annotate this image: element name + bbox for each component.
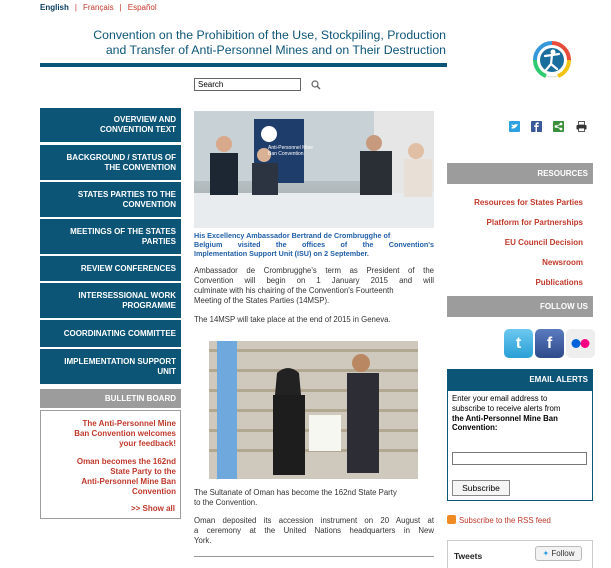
lang-espanol[interactable]: Español (127, 3, 157, 12)
nav-label: IMPLEMENTATION SUPPORT (64, 356, 176, 366)
photo-sign-text: Anti-Personnel Mine Ban Convention (268, 145, 314, 157)
lang-english[interactable]: English (40, 3, 69, 12)
news-caption-meeting (194, 231, 434, 258)
lang-francais[interactable]: Français (82, 3, 114, 12)
oman-ceremony-image (209, 341, 418, 479)
nav-label: OVERVIEW AND (113, 115, 176, 124)
nav-label: INTERSESSIONAL WORK (78, 290, 176, 300)
nav-overview[interactable] (40, 108, 181, 142)
resource-link-publications[interactable]: Publications (535, 278, 583, 287)
resource-link-newsroom[interactable]: Newsroom (542, 258, 583, 267)
nav-review-conferences[interactable] (40, 256, 181, 281)
meeting-scene-image (194, 111, 434, 228)
site-title[interactable] (40, 28, 446, 58)
paragraph-line: a ceremony at the United Nations headquarters in New (194, 526, 434, 535)
search-input[interactable]: Search (194, 78, 301, 91)
facebook-share-icon[interactable] (531, 121, 542, 132)
nav-label: STATES PARTIES TO THE (77, 189, 176, 199)
bulletin-item-line: Oman becomes the 162nd (76, 457, 176, 466)
facebook-follow-icon[interactable]: f (535, 329, 564, 358)
nav-background-status[interactable] (40, 145, 181, 180)
bulletin-item-oman[interactable] (77, 457, 176, 497)
nav-coordinating-committee[interactable] (40, 320, 181, 347)
bulletin-item-line: State Party to the (110, 467, 176, 476)
resources-list (447, 184, 593, 296)
bulletin-item-line: Ban Convention welcomes (74, 429, 176, 438)
bulletin-heading: BULLETIN BOARD (40, 389, 181, 408)
resources-heading: RESOURCES (447, 163, 593, 184)
bulletin-board (40, 410, 181, 519)
email-field[interactable] (452, 452, 587, 465)
bulletin-item-line: The Anti-Personnel Mine (82, 419, 176, 428)
paragraph-line: Convention will begin on 1 January 2015 and will (194, 276, 434, 285)
nav-label: THE CONVENTION (104, 162, 176, 172)
rss-link[interactable] (447, 515, 607, 525)
bulletin-item-line: your feedback! (119, 439, 176, 448)
nav-label: MEETINGS OF THE STATES (70, 226, 176, 236)
bird-icon: ✦ (542, 549, 550, 558)
tweets-heading: Tweets (454, 551, 483, 561)
bulletin-item-feedback[interactable] (74, 419, 176, 449)
nav-label: REVIEW CONFERENCES (80, 263, 176, 273)
caption-line: Implementation Support Unit (ISU) on 2 September. (194, 249, 369, 258)
email-text-line: Convention: (452, 423, 498, 433)
nav-label: CONVENTION TEXT (99, 125, 176, 134)
email-alerts-heading: EMAIL ALERTS (447, 369, 593, 390)
twitter-follow-icon[interactable]: t (504, 329, 533, 358)
content-divider (194, 556, 434, 557)
nav-label: COORDINATING COMMITTEE (63, 328, 176, 338)
paragraph-line: York. (194, 536, 212, 545)
email-text-line: the Anti-Personnel Mine Ban (452, 413, 558, 423)
news-photo-oman[interactable] (209, 341, 418, 479)
language-bar (40, 3, 157, 12)
show-all-link[interactable]: >> Show all (130, 504, 175, 513)
news-paragraph-14msp: The 14MSP will take place at the end of 2015 in Geneva. (194, 315, 391, 324)
paragraph-line: to the Convention. (194, 498, 258, 507)
subscribe-button[interactable]: Subscribe (452, 480, 510, 496)
convention-logo-icon[interactable] (532, 40, 572, 80)
header-divider (40, 63, 447, 67)
site-title-line: Convention on the Prohibition of the Use, Stockpiling, Production (93, 28, 446, 42)
nav-isu[interactable] (40, 349, 181, 384)
nav-states-parties[interactable] (40, 182, 181, 217)
lang-separator: | (74, 3, 77, 12)
resource-link-states-parties[interactable]: Resources for States Parties (474, 198, 583, 207)
resource-link-eu-council[interactable]: EU Council Decision (504, 238, 583, 247)
rss-label: Subscribe to the RSS feed (459, 516, 551, 525)
follow-label: Follow (551, 549, 575, 558)
paragraph-line: culminate with his chairing of the Convention's Fourteenth (194, 286, 394, 295)
nav-meetings[interactable] (40, 219, 181, 254)
lang-separator: | (119, 3, 122, 12)
news-photo-meeting[interactable] (194, 111, 434, 228)
twitter-share-icon[interactable] (509, 121, 520, 132)
share-icon[interactable] (553, 121, 564, 132)
nav-intersessional[interactable] (40, 283, 181, 318)
paragraph-line: The Sultanate of Oman has become the 162nd State Party (194, 488, 397, 497)
email-alerts-text (452, 394, 592, 433)
news-paragraph-president (194, 266, 434, 306)
site-title-line: and Transfer of Anti-Personnel Mines and on Their Destruction (105, 43, 446, 57)
caption-line: Belgium visited the offices of the Convention's (194, 240, 434, 249)
nav-label: PARTIES (141, 236, 176, 246)
nav-label: UNIT (157, 366, 176, 376)
news-paragraph-oman (194, 488, 434, 508)
nav-label: PROGRAMME (122, 300, 176, 310)
nav-label: BACKGROUND / STATUS OF (66, 152, 176, 162)
resource-link-partnerships[interactable]: Platform for Partnerships (486, 218, 583, 227)
paragraph-line: Meeting of the States Parties (14MSP). (194, 296, 330, 305)
flickr-dots-icon (566, 329, 595, 358)
caption-line: His Excellency Ambassador Bertrand de Crombrugghe of (194, 231, 391, 240)
rss-icon (447, 515, 456, 524)
print-icon[interactable] (576, 121, 587, 132)
nav-label: CONVENTION (122, 199, 176, 209)
bulletin-item-line: Convention (132, 487, 176, 496)
email-text-line: Enter your email address to (452, 394, 548, 403)
flickr-follow-icon[interactable] (566, 329, 595, 358)
twitter-follow-button[interactable] (535, 546, 582, 561)
news-paragraph-oman-deposit (194, 516, 434, 546)
paragraph-line: Oman deposited its accession instrument on 20 August at (194, 516, 434, 525)
email-text-line: subscribe to receive alerts from (452, 403, 561, 413)
paragraph-line: Ambassador de Crombrugghe's term as President of the (194, 266, 434, 275)
bulletin-item-line: Anti-Personnel Mine Ban (81, 477, 176, 486)
search-icon[interactable] (311, 80, 321, 90)
follow-heading: FOLLOW US (447, 296, 593, 317)
